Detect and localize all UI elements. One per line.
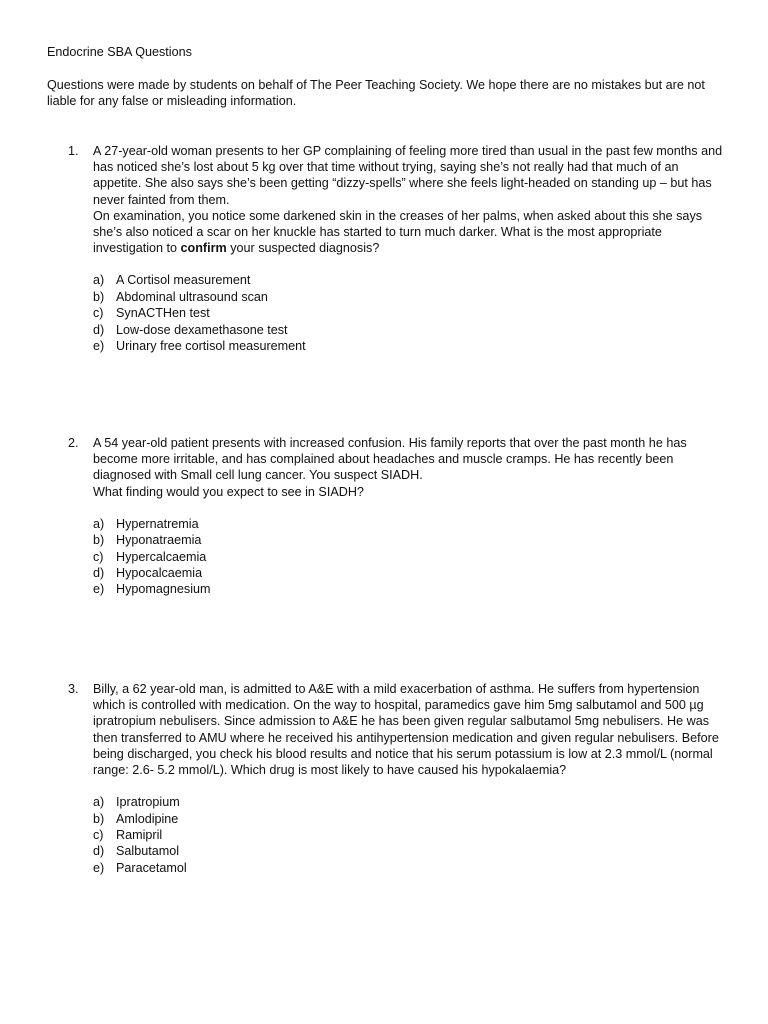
document-title: Endocrine SBA Questions: [47, 45, 192, 59]
emphasis-text: confirm: [180, 241, 227, 256]
option-letter: b): [93, 811, 105, 826]
stem-paragraph: What finding would you expect to see in SIADH?: [93, 484, 364, 499]
question-1: [68, 143, 728, 354]
option-a: [93, 516, 728, 532]
option-text: Ramipril: [116, 828, 163, 842]
option-letter: a): [93, 516, 105, 531]
answer-options: [93, 272, 728, 354]
option-text: Paracetamol: [116, 860, 187, 875]
question-stem: [93, 681, 728, 778]
option-text: Salbutamol: [116, 844, 180, 859]
question-3: [68, 681, 728, 876]
option-a: [93, 272, 728, 288]
option-e: [93, 338, 728, 354]
option-e: [93, 581, 728, 597]
question-number: 1.: [68, 144, 79, 158]
stem-paragraph: A 54 year-old patient presents with increased confusion. His family reports that over the past month he has become more irritable, and has complained about headaches and muscle cramps. He has recently been diagnosed with Small cell lung cancer. You suspect SIADH.: [93, 436, 687, 483]
option-letter: a): [93, 273, 105, 288]
option-text: A Cortisol measurement: [116, 273, 251, 288]
stem-paragraph: Billy, a 62 year-old man, is admitted to A&E with a mild exacerbation of asthma. He suffers from hypertension which is controlled with medication. On the way to hospital, paramedics gave him 5mg salbutamol and 500 µg ipratropium nebulisers. Since admission to A&E he has been given regular salbutamol 5mg nebulisers. He was then transferred to AMU where he received his antihypertension medication and given regular nebulisers. Before being discharged, you check his blood results and notice that his serum potassium is low at 2.3 mmol/L (normal range: 2.6- 5.2 mmol/L). Which drug is most likely to have caused his hypokalaemia?: [93, 682, 719, 778]
option-b: [93, 289, 728, 305]
option-letter: e): [93, 338, 105, 353]
question-stem: [93, 143, 728, 256]
option-text: Ipratropium: [116, 795, 180, 810]
option-c: [93, 827, 728, 843]
option-text: SynACTHen test: [116, 306, 210, 321]
stem-paragraph: [93, 208, 728, 257]
option-letter: d): [93, 565, 105, 580]
option-letter: e): [93, 860, 105, 875]
question-2: [68, 435, 728, 598]
option-letter: b): [93, 533, 105, 548]
option-text: Hypernatremia: [116, 516, 199, 531]
option-letter: e): [93, 582, 105, 597]
option-letter: d): [93, 322, 105, 337]
option-letter: c): [93, 306, 104, 321]
option-letter: c): [93, 549, 104, 564]
option-text: Amlodipine: [116, 811, 179, 826]
option-text: Hypomagnesium: [116, 582, 211, 597]
disclaimer-text: Questions were made by students on behalf of The Peer Teaching Society. We hope there are no mistakes but are not liable for any false or misleading information.: [47, 78, 705, 109]
option-a: [93, 794, 728, 810]
option-letter: c): [93, 828, 104, 842]
option-d: [93, 322, 728, 338]
option-b: [93, 811, 728, 827]
question-number: 2.: [68, 436, 79, 450]
option-d: [93, 565, 728, 581]
option-text: Hyponatraemia: [116, 533, 202, 548]
option-text: Hypercalcaemia: [116, 549, 207, 564]
answer-options: [93, 516, 728, 598]
option-b: [93, 532, 728, 548]
option-text: Urinary free cortisol measurement: [116, 338, 306, 353]
option-text: Abdominal ultrasound scan: [116, 289, 268, 304]
stem-text: On examination, you notice some darkened skin in the creases of her palms, when asked about this she says she’s also noticed a scar on her knuckle has started to turn much darker. What is the most appropriate investigation to: [93, 208, 703, 256]
option-e: [93, 860, 728, 876]
option-letter: d): [93, 844, 105, 859]
option-letter: b): [93, 289, 105, 304]
option-d: [93, 843, 728, 859]
stem-paragraph: A 27-year-old woman presents to her GP complaining of feeling more tired than usual in the past few months and has noticed she’s lost about 5 kg over that time without trying, saying she’s not really had that much of an appetite. She also says she’s been getting “dizzy-spells” where she feels light-headed on standing up – but has never fainted from them.: [93, 144, 723, 207]
option-text: Low-dose dexamethasone test: [116, 322, 288, 337]
option-c: [93, 549, 728, 565]
option-c: [93, 305, 728, 321]
answer-options: [93, 794, 728, 876]
option-text: Hypocalcaemia: [116, 565, 203, 580]
question-number: 3.: [68, 682, 79, 696]
question-stem: [93, 435, 728, 500]
stem-text: your suspected diagnosis?: [226, 241, 380, 256]
option-letter: a): [93, 795, 105, 810]
